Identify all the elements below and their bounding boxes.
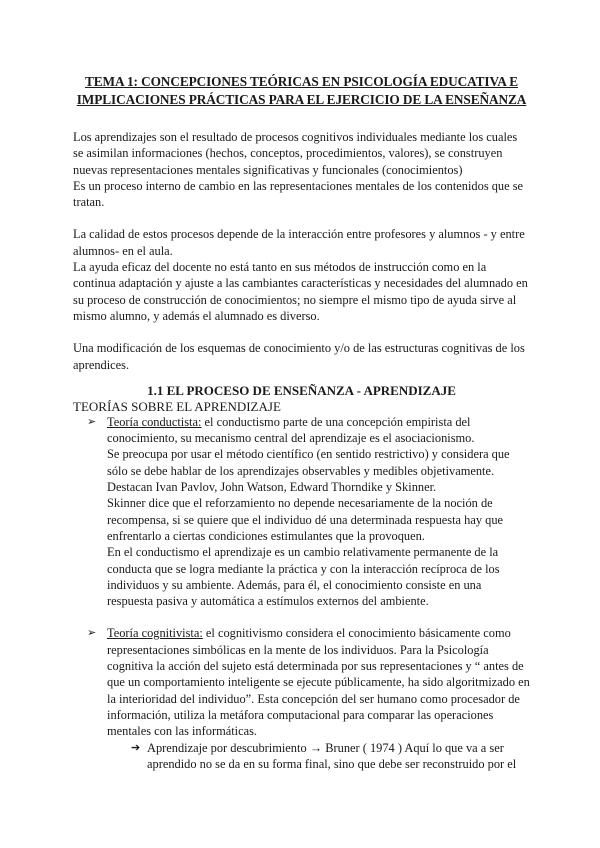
- intro-paragraph-4: La ayuda eficaz del docente no está tanto en sus métodos de instrucción como en la continua adaptación y ajuste a las cambiantes características y necesidades del alumnado en su proceso de construcción de conocimientos; no siempre el mismo tipo de ayuda sirve al mismo alumno, y además el alumnado es diverso.: [73, 260, 528, 323]
- conductista-text-1: [107, 414, 530, 447]
- conductista-paragraph-2: Se preocupa por usar el método científico (en sentido restrictivo) y considera que sólo se debe hablar de los aprendizajes observables y medibles objetivamente.: [107, 447, 510, 478]
- title-line-2: IMPLICACIONES PRÁCTICAS PARA EL EJERCICIO DE LA ENSEÑANZA: [76, 92, 527, 107]
- conductista-paragraph-5: En el conductismo el aprendizaje es un cambio relativamente permanente de la conducta que se logra mediante la práctica y con la interacción recíproca de los individuos y su ambiente. Además, para él, el conocimiento consiste en una respuesta pasiva y automática a estímulos externos del ambiente.: [107, 545, 500, 609]
- arrow-bullet-icon: ➢: [87, 415, 97, 428]
- intro-paragraph-2: Es un proceso interno de cambio en las representaciones mentales de los contenidos que se tratan.: [73, 178, 524, 210]
- title-line-1: TEMA 1: CONCEPCIONES TEÓRICAS EN PSICOLOGÍA EDUCATIVA E: [84, 74, 519, 89]
- intro-paragraph-5: Una modificación de los esquemas de conocimiento y/o de las estructuras cognitivas de los aprendices.: [73, 341, 525, 372]
- arrow-bullet-icon: ➢: [87, 627, 97, 640]
- bullet-cognitivista: [73, 625, 530, 739]
- bullet-conductista: [73, 414, 530, 610]
- subbullet-descubrimiento: [73, 740, 530, 773]
- document-title: [73, 73, 530, 109]
- cognitivista-paragraph-1: el cognitivismo considera el conocimiento básicamente como representaciones simbólicas en la mente de los individuos. Para la Psicología cognitiva la acción del sujeto está determinada por sus representaciones y “ antes de que un comportamiento inteligente se ejecute públicamente, ha sido algoritmizado en la interioridad del individuo”. Esta concepción del ser humano como procesador de información, utiliza la metáfora computacional para comparar las operaciones mentales con las informáticas.: [107, 626, 530, 739]
- conductista-paragraph-1: el conductismo parte de una concepción empirista del conocimiento, su mecanismo central del aprendizaje es el asociacionismo.: [107, 414, 475, 446]
- section-heading: 1.1 EL PROCESO DE ENSEÑANZA - APRENDIZAJE: [147, 382, 456, 398]
- conductista-paragraph-3: Destacan Ivan Pavlov, John Watson, Edward Thorndike y Skinner.: [107, 480, 437, 495]
- intro-paragraph-1: Los aprendizajes son el resultado de procesos cognitivos individuales mediante los cuales se asimilan informaciones (hechos, conceptos, procedimientos, valores), se construyen nuevas representaciones mentales significativas y funcionales (conocimientos): [73, 130, 518, 177]
- conductista-label: Teoría conductista:: [107, 414, 202, 429]
- descubrimiento-paragraph: Aprendizaje por descubrimiento → Bruner ( 1974 ) Aquí lo que va a ser aprendido no se da en su forma final, sino que debe ser reconstruido por el: [147, 740, 517, 771]
- conductista-paragraph-4: Skinner dice que el reforzamiento no depende necesariamente de la noción de recompensa, si se quiere que el individuo dé una determinada respuesta hay que enfrentarlo a ciertas condiciones estimulantes que la provoquen.: [107, 496, 504, 543]
- cognitivista-label: Teoría cognitivista:: [107, 626, 203, 641]
- right-arrow-icon: ➔: [131, 741, 141, 754]
- intro-paragraph-3: La calidad de estos procesos depende de la interacción entre profesores y alumnos - y entre alumnos- en el aula.: [73, 227, 525, 258]
- section-subheading: TEORÍAS SOBRE EL APRENDIZAJE: [73, 398, 281, 414]
- cognitivista-text-1: [107, 625, 530, 739]
